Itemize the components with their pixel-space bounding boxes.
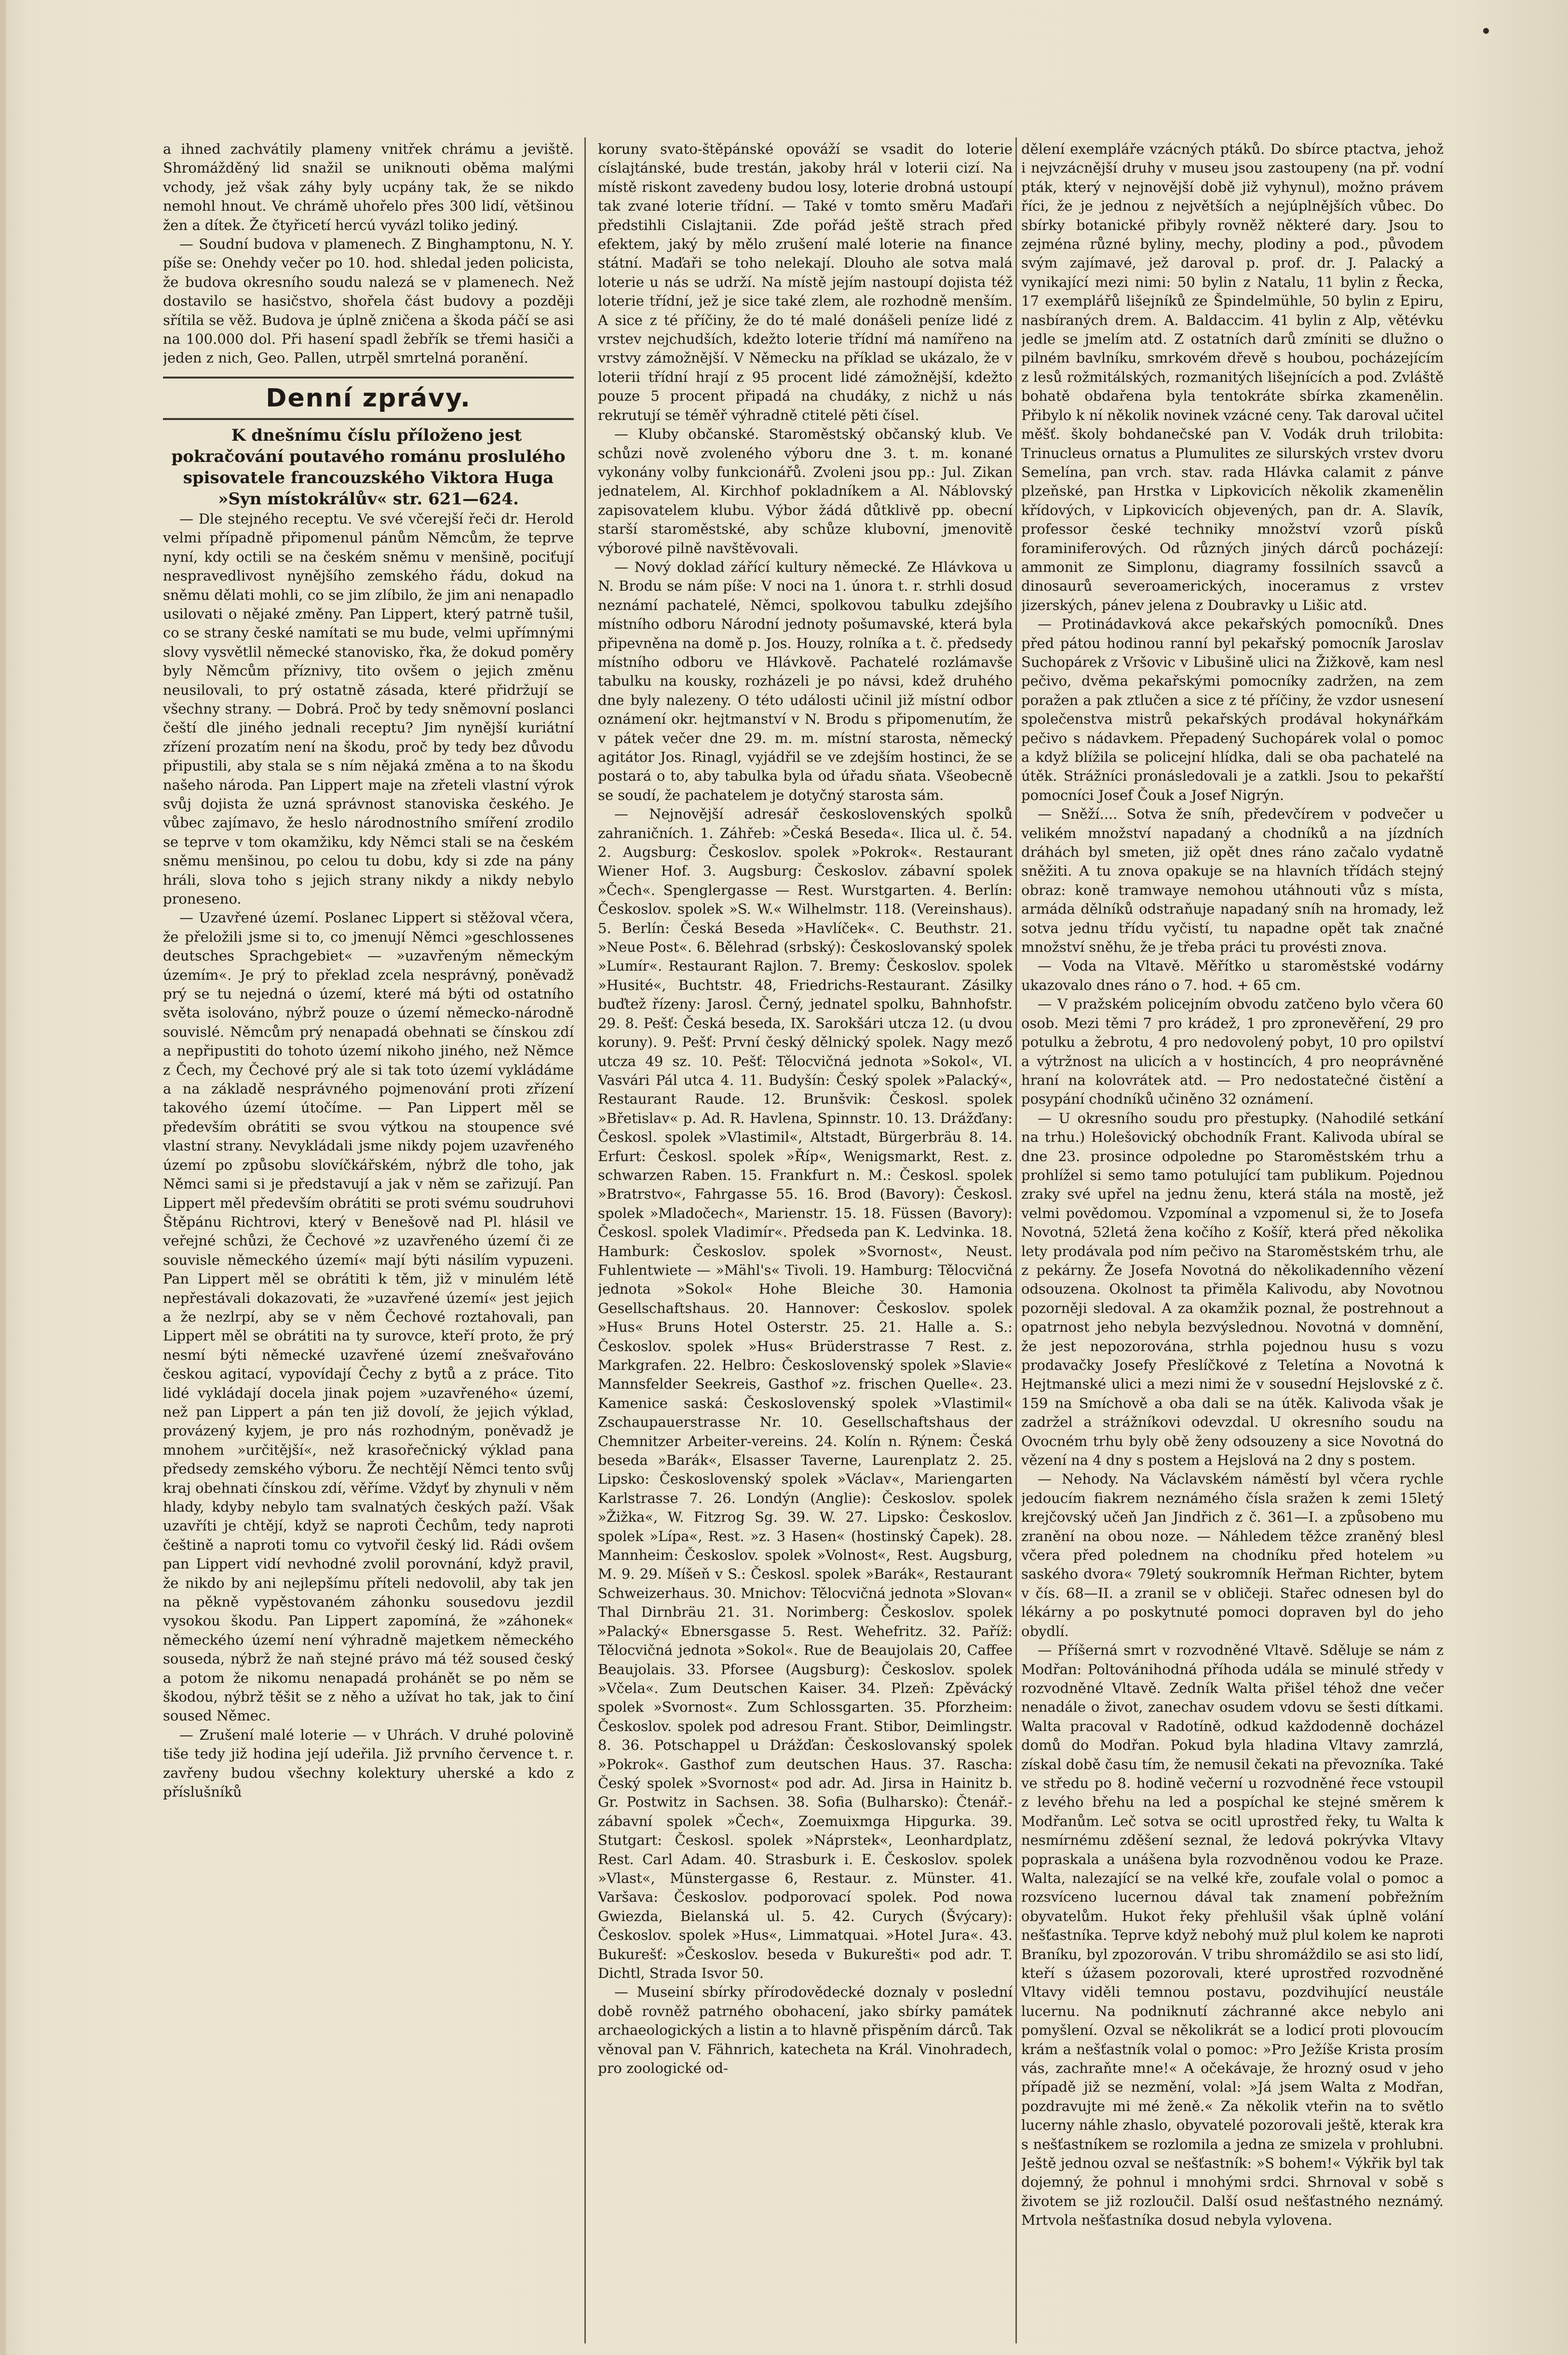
article-same-recipe: — Dle stejného receptu. Ve své včerejší řeči dr. Herold velmi případně připomenul pánům Němcům, že teprve nyní, kdy octili se na českém sněmu v menšině, pociťují nespravedlivost nynějšího zemského řádu, dokud na sněmu dělati mohli, co se jim zlíbilo, že jim ani nenapadlo usilovati o nějaké změny. Pan Lippert, který patrně tušil, co se strany české namítati se mu bude, velmi upřímnými slovy vysvětlil německé stanovisko, řka, že dokud poměry byly Němcům příznivy, tito ovšem o jejich změnu neusilovali, to prý ostatně zásada, které přidržují se všechny strany. — Dobrá. Proč by tedy sněmovní poslanci čeští dle jiného jednali receptu? Jim nynější kuriátní zřízení prozatím není na škodu, proč by tedy bez důvodu připustili, aby stala se s ním nějaká změna a to na škodu našeho národa. Pan Lippert maje na zřeteli vlastní výrok svůj dojista že uzná správnost stanoviska českého. Je vůbec zajímavo, že heslo národnostního smíření zrodilo se teprve v tom okamžiku, kdy Němci stali se na českém sněmu menšinou, po celou tu dobu, kdy si zde na pány hráli, slova toho s jejich strany nikdy a nikdy nebylo proneseno.: [163, 510, 574, 907]
article-civic-clubs: — Kluby občanské. Staroměstský občanský klub. Ve schůzi nově zvoleného výboru dne 3. t. m. konané vykonány volby funkcionářů. Zvoleni jsou pp.: Jul. Zikan jednatelem, Al. Kirchhof pokladníkem a Al. Náblovský zapisovatelem klubu. Výbor žádá důtklivě pp. obecní starší staroměstské, aby schůze klubovní, jmenovitě výborové pilně navštěvovali.: [598, 426, 1013, 556]
page-fold-shadow: [0, 0, 6, 2355]
article-police: — V pražském policejním obvodu zatčeno bylo včera 60 osob. Mezi těmi 7 pro krádež, 1 pro zpronevěření, 29 pro potulku a žebrotu, 4 pro nedovolený pobyt, 10 pro opilství a výtržnost na ulicích a v hostincích, 4 pro neoprávněné hraní na kolovrátek atd. — Pro nedostatečné čistění a posypání chodníků učiněno 32 oznámení.: [1021, 996, 1444, 1108]
column-left: [163, 140, 574, 2343]
article-court: — U okresního soudu pro přestupky. (Nahodilé setkání na trhu.) Holešovický obchodník Frant. Kalivoda ubíral se dne 23. prosince odpoledne po Staroměstském trhu a prohlížel si semo tamo potulující tam publikum. Pojednou zraky své upřel na jednu ženu, která stála na mostě, jež velmi povědomou. Vzpomínal a vzpomenul si, že to Josefa Novotná, 52letá žena kočího z Košíř, která před několika lety prodávala pod ním pečivo na Staroměstském trhu, ale z pekárny. Že Josefa Novotná do několikadenního vězení odsouzena. Okolnost ta přiměla Kalivodu, aby Novotnou pozorněji sledoval. A za okamžik poznal, že postrehnout a opatrnost jeho nebyla bezvýslednou. Novotná v domnění, že jest nepozorována, strhla pojednou husu s vozu prodavačky Josefy Přeslíčkové z Teletína a Novotná k Hejtmanské ulici a mezi nimi že v sousední Hejslovské z č. 159 na Smíchově a oba dali se na útěk. Kalivoda však je zadržel a strážníkovi odevzdal. U okresního soudu na Ovocném trhu byly obě ženy odsouzeny a sice Novotná do vězení na 4 dny s postem a Hejslová na 2 dny s postem.: [1021, 1110, 1444, 1469]
article-water-level: — Voda na Vltavě. Měřítko u staroměstské vodárny ukazovalo dnes ráno o 7. hod. + 65 cm.: [1021, 958, 1444, 993]
article-museum-cont: dělení exempláře vzácných ptáků. Do sbírce ptactva, jehož i nejvzácnější druhy v museu jsou zastoupeny (na př. vodní pták, který v nejnovější době již vyhynul), možno právem říci, že je jednou z největších a nejúplnějších vůbec. Do sbírky botanické přibyly rovněž některé dary. Jsou to zejména různé byliny, mechy, plodiny a pod., původem svým zajímavé, jež daroval p. prof. dr. J. Palacký a vynikající mezi nimi: 50 bylin z Natalu, 11 bylin z Řecka, 17 exemplářů lišejníků ze Špindelmühle, 50 bylin z Epiru, nasbíraných drem. A. Baldaccim. 41 bylin z Alp, větévku jedle se jmelím atd. Z ostatních darů zmíniti se dlužno o pilném bavlníku, smrkovém dřevě s houbou, pocházejícím z lesů rožmitálských, rozmanitých lišejnících a pod. Zvláště bohatě obdařena byla tentokráte sbírka zkamenělin. Přibylo k ní několik novinek vzácné ceny. Tak daroval učitel měšť. školy bohdanečské pan V. Vodák druh trilobita: Trinucleus ornatus a Plumulites ze silurských vrstev dvoru Semelína, pan vrch. stav. rada Hlávka calamit z pánve plzeňské, pan Hrstka v Lipkovicích několik zkamenělin křídových, v Lipkovicích objevených, pan dr. A. Slavík, professor české techniky množství vzorů písků foraminiferových. Od různých jiných dárců pocházejí: ammonit ze Simplonu, diagramy fossilních ssavců a dinosaurů severoamerických, inoceramus z vrstev jizerských, pánev jelena z Doubravky u Lišic atd.: [1021, 141, 1444, 613]
column-middle: [598, 140, 1013, 2343]
section-masthead: Denní zprávy.: [163, 377, 574, 420]
page-speck: [1483, 28, 1489, 34]
article-foreign-societies: — Nejnovější adresář československých spolků zahraničních. 1. Záhřeb: »Česká Beseda«. Ilica ul. č. 54. 2. Augsburg: Českoslov. spolek »Pokrok«. Restaurant Wiener Hof. 3. Augsburg: Českoslov. zábavní spolek »Čech«. Spenglergasse — Rest. Wurstgarten. 4. Berlín: Českoslov. spolek »S. W.« Wilhelmstr. 118. (Vereinshaus). 5. Berlín: Česká Beseda »Havlíček«. C. Beuthstr. 21. »Neue Post«. 6. Bělehrad (srbský): Českoslovanský spolek »Lumír«. Restaurant Rajlon. 7. Bremy: Českoslov. spolek »Husité«, Buchtstr. 48, Friedrichs-Restaurant. Zásilky buďtež řízeny: Jarosl. Černý, jednatel spolku, Bahnhofstr. 29. 8. Pešť: Česká beseda, IX. Sarokšári utcza 12. (u dvou koruny). 9. Pešť: První český dělnický spolek. Nagy mező utcza 49 sz. 10. Pešť: Tělocvičná jednota »Sokol«, VI. Vasvári Pál utca 4. 11. Budyšín: Český spolek »Palacký«, Restaurant Raude. 12. Brunšvik: Českosl. spolek »Břetislav« p. Ad. R. Havlena, Spinnstr. 10. 13. Drážďany: Českosl. spolek »Vlastimil«, Altstadt, Bürgerbräu 8. 14. Erfurt: Českosl. spolek »Říp«, Wenigsmarkt, Rest. z. schwarzen Raben. 15. Frankfurt n. M.: Českosl. spolek »Bratrstvo«, Fahrgasse 55. 16. Brod (Bavory): Českosl. spolek »Mladočech«, Marienstr. 15. 18. Füssen (Bavory): Českosl. spolek Vladimír«. Předseda pan K. Ledvinka. 18. Hamburk: Českoslov. spolek »Svornost«, Neust. Fuhlentwiete — »Mähl's« Tivoli. 19. Hamburg: Tělocvičná jednota »Sokol« Hohe Bleiche 30. Hamonia Gesellschaftshaus. 20. Hannover: Českoslov. spolek »Hus« Bruns Hotel Osterstr. 25. 21. Halle a. S.: Českoslov. spolek »Hus« Brüderstrasse 7 Rest. z. Markgrafen. 22. Helbro: Československý spolek »Slavie« Mannsfelder Seekreis, Gasthof »z. frischen Quelle«. 23. Kamenice saská: Československý spolek »Vlastimil« Zschaupauerstrasse Nr. 10. Gesellschaftshaus der Chemnitzer Arbeiter-vereins. 24. Kolín n. Rýnem: Česká beseda »Barák«, Elsasser Taverne, Laurenplatz 2. 25. Lipsko: Československý spolek »Václav«, Mariengarten Karlstrasse 7. 26. Londýn (Anglie): Českoslov. spolek »Žižka«, W. Fitzrog Sg. 39. W. 27. Lipsko: Českoslov. spolek »Lípa«, Rest. »z. 3 Hasen« (hostinský Čapek). 28. Mannheim: Českoslov. spolek »Volnost«, Rest. Augsburg, M. 9. 29. Míšeň v S.: Českosl. spolek »Barák«, Restaurant Schweizerhaus. 30. Mnichov: Tělocvičná jednota »Slovan« Thal Dirnbräu 21. 31. Norimberg: Českoslov. spolek »Palacký« Ebnersgasse 5. Rest. Wehefritz. 32. Paříž: Tělocvičná jednota »Sokol«. Rue de Beaujolais 20, Caffee Beaujolais. 33. Pforsee (Augsburg): Českoslov. spolek »Včela«. Zum Deutschen Kaiser. 34. Plzeň: Zpěvácký spolek »Svornost«. Zum Schlossgarten. 35. Pforzheim: Českoslov. spolek pod adresou Frant. Stibor, Deimlingstr. 8. 36. Potschappel u Drážďan: Českoslovanský spolek »Pokrok«. Gasthof zum deutschen Haus. 37. Rascha: Český spolek »Svornost« pod adr. Ad. Jirsa in Hainitz b. Gr. Postwitz in Sachsen. 38. Sofia (Bulharsko): Čtenář.-zábavní spolek »Čech«, Zoemuixmga Hipgurka. 39. Stutgart: Českosl. spolek »Náprstek«, Leonhardplatz, Rest. Carl Adam. 40. Strasburk i. E. Českoslov. spolek »Vlast«, Münstergasse 6, Restaur. z. Münster. 41. Varšava: Českoslov. podporovací spolek. Pod nowa Gwiezda, Bielanská ul. 5. 42. Curych (Švýcary): Českoslov. spolek »Hus«, Limmatquai. »Hotel Jura«. 43. Bukurešť: »Českoslov. beseda v Bukurešti« pod adr. T. Dichtl, Strada Isvor 50.: [598, 806, 1013, 1981]
article-death-vltava: — Příšerná smrt v rozvodněné Vltavě. Sděluje se nám z Modřan: Poltovánihodná příhoda udála se minulé středy v rozvodněné Vltavě. Zedník Walta přišel téhož dne večer nenadále o život, zanechav osudem vdovu se šesti dítkami. Walta pracoval v Radotíně, odkud každodenně docházel domů do Modřan. Pokud byla hladina Vltavy zamrzlá, získal době času tím, že nemusil čekati na převozníka. Také ve středu po 8. hodině večerní u rozvodněné řece vstoupil z levého břehu na led a pospíchal ke stejné směrem k Modřanům. Leč sotva se ocitl uprostřed řeky, tu Walta k nesmírnému zděšení seznal, že ledová pokrývka Vltavy popraskala a unášena byla rozvodněnou vodou ke Praze. Walta, nalezající se na velké kře, zoufale volal o pomoc a rozsvíceno lucernou dával tak znamení pobřežním obyvatelům. Hukot řeky přehlušil však úplně volání nešťastníka. Teprve když nebohý muž plul kolem ke naproti Braníku, byl zpozorován. V tribu shromáždilo se asi sto lidí, kteří s úžasem pozorovali, které uprostřed rozvodněné Vltavy viděli temnou postavu, pozdvihující neustále lucernu. Na podniknutí záchranné akce nebylo ani pomyšlení. Ozval se několikrát se a lodicí proti plovoucím krám a nešťastník volal o pomoc: »Pro Ježíše Krista prosím vás, zachraňte mne!« A očekávaje, že hrozný osud v jeho případě již se nezmění, volal: »Já jsem Walta z Modřan, pozdravujte mi mé ženě.« Za několik vteřin na to světlo lucerny náhle zhaslo, obyvatelé pozorovali ještě, kterak kra s nešťastníkem se rozlomila a jedna ze smizela v prohlubni. Ještě jednou ozval se nešťastník: »S bohem!« Výkřik byl tak dojemný, že pohnul i mnohými srdci. Shrnoval v sobě s životem se již rozloučil. Další osud nešťastného neznámý. Mrtvola nešťastníka dosud nebyla vylovena.: [1021, 1642, 1444, 2229]
article-bakers: — Protinádavková akce pekařských pomocníků. Dnes před pátou hodinou ranní byl pekařský pomocník Jaroslav Suchopárek z Vršovic v Libušině ulici na Žižkově, kam nesl pečivo, dvěma pekařskými pomocníky zadržen, na zem poražen a pak ztlučen a sice z té příčiny, že vzdor usnesení společenstva mistrů pekařských prodával hokynářkám pečivo s nádavkem. Přepadený Suchopárek volal o pomoc a když blížila se policejní hlídka, dali se oba pachatelé na útěk. Strážníci pronásledovali je a zatkli. Jsou to pekařští pomocníci Josef Čouk a Josef Nigrýn.: [1021, 616, 1444, 803]
article-lottery-cont: koruny svato-štěpánské opováží se vsadit do loterie císlajtánské, bude trestán, jakoby hrál v loterii cizí. Na místě riskont zavedeny budou losy, loterie drobná ustoupí tak zvané loterie třídní. — Také v tomto směru Maďaři předstihli Cislajtanii. Zde pořád ještě strach před efektem, jaký by mělo zrušení malé loterie na finance státní. Maďaři se toho nelekají. Dlouho ale sotva malá loterie u nás se udrží. Na místě jejím nastoupí dojista též loterie třídní, jež je sice také zlem, ale rozhodně menším. A sice z té příčiny, že do té malé donášeli peníze lidé z vrstev nejchudších, kdežto loterie třídní má namířeno na vrstvy zámožnější. V Německu na příklad se ukázalo, že v loterii třídní hrají z 95 procent lidé zámožnější, kdežto pouze 5 procent připadá na chudáky, z nichž u nás rekrutují se téměř výhradně ctitelé pěti čísel.: [598, 141, 1013, 423]
article-accidents: — Nehody. Na Václavském náměstí byl včera rychle jedoucím fiakrem neznámého čísla sražen k zemi 15letý krejčovský učeň Jan Jindřich z č. 361—I. a způsobeno mu zranění na obou noze. — Náhledem těžce zraněný blesl včera před polednem na chodníku před hotelem »u saského dvora« 79letý soukromník Heřman Richter, bytem v čís. 68—II. a zranil se v obličeji. Stařec odnesen byl do lékárny a po poskytnuté pomoci dopraven byl do jeho obydlí.: [1021, 1471, 1444, 1639]
article-snow: — Sněží.... Sotva že sníh, předevčírem v podvečer u velikém množství napadaný a chodníků a na jízdních dráhách byl smeten, již opět dnes ráno začalo vydatně sněžiti. A tu znova opakuje se na hlavních třídách stejný obraz: koně tramwaye nemohou utáhnouti vůz s místa, armáda dělníků odstraňuje napadaný sníh na hromady, lež sotva jednu třídu vyčistí, tu napadne opět tak značné množství sněhu, že je třeba práci tu provésti znova.: [1021, 806, 1444, 956]
article-lottery: — Zrušení malé loterie — v Uhrách. V druhé polovině tiše tedy již hodina její udeřila. Již prvního července t. r. zavřeny budou všechny kolektury uherské a kdo z příslušníků: [163, 1726, 574, 1800]
article-museum-collections: — Museiní sbírky přírodovědecké doznaly v poslední době rovněž patrného obohacení, jako sbírky památek archaeologických a listin a to hlavně přispěním dárců. Tak věnoval pan V. Fähnrich, katecheta na Král. Vinohradech, pro zoologické od-: [598, 1984, 1013, 2077]
article-fire-church: a ihned zachvátily plameny vnitřek chrámu a jeviště. Shromážděný lid snažil se uniknouti oběma malými vchody, jež však záhy byly ucpány tak, že se nikdo nemohl hnout. Ve chrámě uhořelo přes 300 lidí, většinou žen a dítek. Že čtyřicetí hercú vyvázl toliko jediný.: [163, 141, 574, 233]
column-right: [1021, 140, 1444, 2343]
column-rule-1: [584, 137, 586, 2343]
supplement-notice: K dnešnímu číslu příloženo jest pokračování poutavého románu proslulého spisovatele francouzského Viktora Huga »Syn místokrálův« str. 621—624.: [171, 425, 566, 509]
column-rule-2: [1015, 137, 1017, 2343]
article-closed-territory: — Uzavřené území. Poslanec Lippert si stěžoval včera, že přeložili jsme si to, co jmenují Němci »geschlossenes deutsches Sprachgebiet« — »uzavřeným německým územím«. Je prý to překlad zcela nesprávný, poněvadž prý se tu nejedná o území, které má býti od ostatního světa isolováno, nýbrž pouze o území německo-národně souvislé. Němcům prý nenapadá obehnati se čínskou zdí a nepřipustiti do tohoto území nikoho jiného, než Němce z Čech, my Čechové prý ale si tak toto území vykládáme a na základě nesprávného pojmenování proti zřízení takového území útočíme. — Pan Lippert měl se především obrátiti se svou výtkou na stoupence své vlastní strany. Nevykládali jsme nikdy pojem uzavřeného území po způsobu slovíčkářském, nýbrž dle toho, jak Němci sami si je představují a jak v něm se zařizují. Pan Lippert měl především obrátiti se proti svému soudruhovi Štěpánu Richtrovi, který v Benešově nad Pl. hlásil ve veřejné schůzi, že Čechové »z uzavřeného území či ze souvisle německého území« mají býti násilím vypuzeni. Pan Lippert měl se obrátiti k těm, již v minulém létě nepřestávali dokazovati, že »uzavřené území« jest jejich a že nezlrpí, aby se v něm Čechové roztahovali, pan Lippert měl se obrátiti na ty surovce, kteří proto, že prý nesmí býti německé uzavřené území znešvařováno českou agitací, vypovídají Čechy z bytů a z práce. Tito lidé vykládají docela jinak pojem »uzavřeného« území, než pan Lippert a pán ten již dovolí, že jejich výklad, provázený kyjem, je pro nás rozhodným, poněvadž je mnohem »určitější«, než krasořečnický výklad pana předsedy zemského výboru. Že nechtějí Němci tento svůj kraj obehnati čínskou zdí, věříme. Vždyť by zhynuli v něm hlady, kdyby nebylo tam svalnatých českých paží. Však uzavříti je chtějí, když se naproti Čechům, tedy naproti češtině a naproti tomu co vytvořil český lid. Rádi ovšem pan Lippert vidí nevhodné zvolil porovnání, když pravil, že nikdo by ani nejlepšímu příteli nedovolil, aby tak jen na pěkně vypěstovaném záhonku sousedovu jezdil vysokou škodu. Pan Lippert zapomíná, že »záhonek« německého území není výhradně majetkem německého souseda, nýbrž že naň stejné právo má též soused český a potom že nikomu nenapadá prohánět se po něm se škodou, nýbrž těšit se z něho a užívat ho tak, jak to činí soused Němec.: [163, 909, 574, 1724]
article-german-culture: — Nový doklad zářící kultury německé. Ze Hlávkova u N. Brodu se nám píše: V noci na 1. února t. r. strhli dosud neznámí pachatelé, Němci, spolkovou tabulku zdejšího místního odboru Národní jednoty pošumavské, která byla připevněna na domě p. Jos. Houzy, rolníka a t. č. předsedy místního odboru ve Hlávkově. Pachatelé rozlámavše tabulku na kousky, rozházeli je po návsi, kdež druhého dne byly nalezeny. O této události učinil již místní odbor oznámení okr. hejtmanství v N. Brodu s připomenutím, že v pátek večer dne 29. m. m. místní starosta, německý agitátor Jos. Rinagl, vyjádřil se ve zdejším hostinci, že se postará o to, aby tabulka byla od úřadu sňata. Všeobecně se soudí, že pachatelem je dotyčný starosta sám.: [598, 558, 1013, 803]
article-courthouse-fire: — Soudní budova v plamenech. Z Binghamptonu, N. Y. píše se: Onehdy večer po 10. hod. shledal jeden policista, že budova okresního soudu nalezá se v plamenech. Než dostavilo se hasičstvo, shořela část budovy a později sřítila se věž. Budova je úplně zničena a škoda páčí se asi na 100.000 dol. Při hasení spadl žebřík se třemi hasiči a jeden z nich, Geo. Pallen, utrpěl smrtelná poranění.: [163, 236, 574, 366]
